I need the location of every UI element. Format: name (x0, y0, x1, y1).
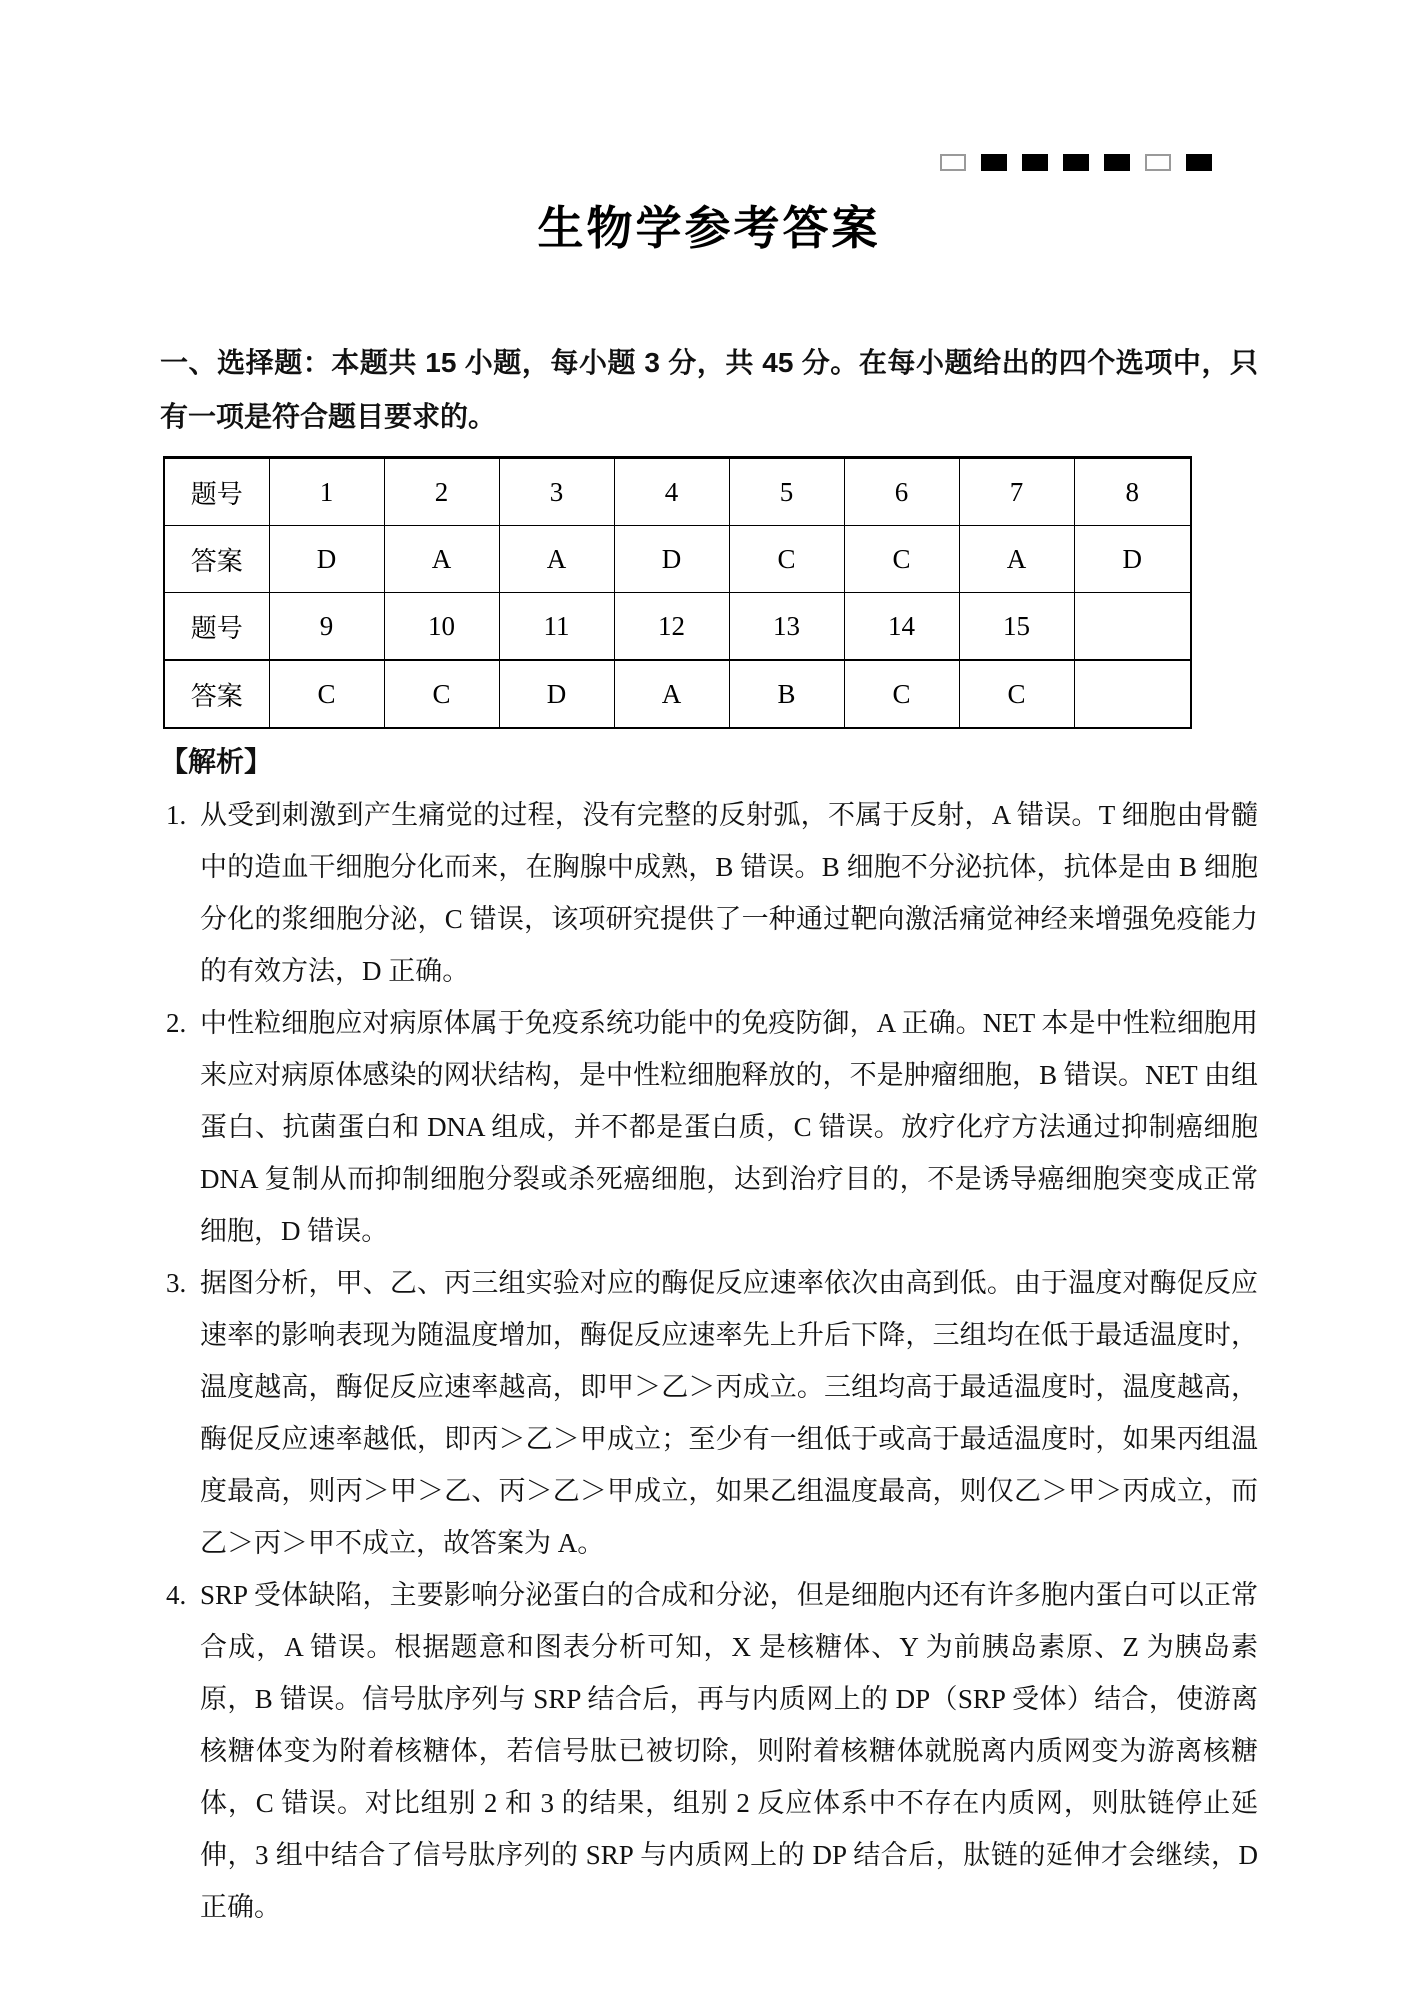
table-row (164, 458, 1191, 526)
table-cell: 15 (959, 593, 1074, 661)
table-row (164, 660, 1191, 728)
table-cell: C (269, 660, 384, 728)
table-cell: D (269, 526, 384, 593)
explanation-item (160, 1257, 1258, 1569)
table-cell: 7 (959, 458, 1074, 526)
print-mark (1022, 154, 1048, 171)
explanation-item (160, 789, 1258, 997)
explanation-list (160, 789, 1258, 1933)
table-cell: 3 (499, 458, 614, 526)
print-mark (1186, 154, 1212, 171)
answer-table (163, 456, 1192, 729)
table-cell: A (384, 526, 499, 593)
print-mark (1104, 154, 1130, 171)
table-cell (1074, 593, 1191, 661)
table-cell: D (614, 526, 729, 593)
table-cell: C (844, 526, 959, 593)
table-cell: C (729, 526, 844, 593)
table-cell: 13 (729, 593, 844, 661)
table-row (164, 593, 1191, 661)
table-cell: A (959, 526, 1074, 593)
analysis-label: 【解析】 (160, 746, 273, 777)
table-cell: D (1074, 526, 1191, 593)
item-number: 3. (166, 1268, 187, 1298)
print-marks (940, 154, 1212, 171)
print-mark (1063, 154, 1089, 171)
table-cell: 11 (499, 593, 614, 661)
item-text: 从受到刺激到产生痛觉的过程，没有完整的反射弧，不属于反射，A 错误。T 细胞由骨髓中的造血干细胞分化而来，在胸腺中成熟，B 错误。B 细胞不分泌抗体，抗体是由 B 细胞分化的浆细胞分泌，C 错误，该项研究提供了一种通过靶向激活痛觉神经来增强免疫能力的有效方法，D 正确。 (200, 800, 1258, 986)
table-cell: B (729, 660, 844, 728)
table-cell: C (384, 660, 499, 728)
table-cell: 答案 (164, 526, 269, 593)
item-number: 1. (166, 800, 187, 830)
table-cell: A (499, 526, 614, 593)
table-cell: 10 (384, 593, 499, 661)
item-text: SRP 受体缺陷，主要影响分泌蛋白的合成和分泌，但是细胞内还有许多胞内蛋白可以正常合成，A 错误。根据题意和图表分析可知，X 是核糖体、Y 为前胰岛素原、Z 为胰岛素原，B 错误。信号肽序列与 SRP 结合后，再与内质网上的 DP（SRP 受体）结合，使游离核糖体变为附着核糖体，若信号肽已被切除，则附着核糖体就脱离内质网变为游离核糖体，C 错误。对比组别 2 和 3 的结果，组别 2 反应体系中不存在内质网，则肽链停止延伸，3 组中结合了信号肽序列的 SRP 与内质网上的 DP 结合后，肽链的延伸才会继续，D 正确。 (200, 1580, 1258, 1922)
section-heading: 一、选择题：本题共 15 小题，每小题 3 分，共 45 分。在每小题给出的四个选项中，只有一项是符合题目要求的。 (160, 347, 1258, 432)
explanation-item (160, 997, 1258, 1257)
table-cell: C (844, 660, 959, 728)
table-cell: 1 (269, 458, 384, 526)
table-cell: 6 (844, 458, 959, 526)
item-text: 据图分析，甲、乙、丙三组实验对应的酶促反应速率依次由高到低。由于温度对酶促反应速率的影响表现为随温度增加，酶促反应速率先上升后下降，三组均在低于最适温度时，温度越高，酶促反应速率越高，即甲＞乙＞丙成立。三组均高于最适温度时，温度越高，酶促反应速率越低，即丙＞乙＞甲成立；至少有一组低于或高于最适温度时，如果丙组温度最高，则丙＞甲＞乙、丙＞乙＞甲成立，如果乙组温度最高，则仅乙＞甲＞丙成立，而乙＞丙＞甲不成立，故答案为 A。 (200, 1268, 1258, 1558)
table-cell: 14 (844, 593, 959, 661)
print-mark (981, 154, 1007, 171)
item-text: 中性粒细胞应对病原体属于免疫系统功能中的免疫防御，A 正确。NET 本是中性粒细胞用来应对病原体感染的网状结构，是中性粒细胞释放的，不是肿瘤细胞，B 错误。NET 由组蛋白、抗菌蛋白和 DNA 组成，并不都是蛋白质，C 错误。放疗化疗方法通过抑制癌细胞 DNA 复制从而抑制细胞分裂或杀死癌细胞，达到治疗目的，不是诱导癌细胞突变成正常细胞，D 错误。 (200, 1008, 1258, 1246)
table-cell: 5 (729, 458, 844, 526)
item-number: 4. (166, 1580, 187, 1610)
explanation-item (160, 1569, 1258, 1933)
table-row (164, 526, 1191, 593)
page-title: 生物学参考答案 (537, 203, 881, 254)
print-mark (940, 154, 966, 171)
table-cell: 题号 (164, 593, 269, 661)
print-mark (1145, 154, 1171, 171)
table-cell: 2 (384, 458, 499, 526)
table-cell: D (499, 660, 614, 728)
table-cell: A (614, 660, 729, 728)
table-cell: 12 (614, 593, 729, 661)
table-cell: 8 (1074, 458, 1191, 526)
table-cell: 答案 (164, 660, 269, 728)
table-cell: 9 (269, 593, 384, 661)
table-cell (1074, 660, 1191, 728)
table-cell: C (959, 660, 1074, 728)
item-number: 2. (166, 1008, 187, 1038)
table-cell: 4 (614, 458, 729, 526)
table-cell: 题号 (164, 458, 269, 526)
